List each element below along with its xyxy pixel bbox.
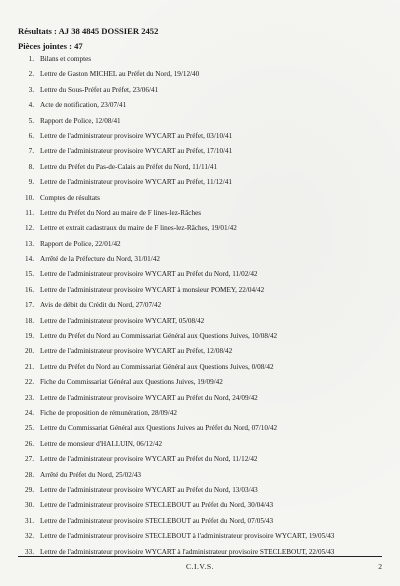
list-item <box>18 314 388 329</box>
list-item-number: 30. <box>25 501 34 510</box>
list-item <box>18 144 388 159</box>
list-item <box>18 175 388 190</box>
list-item-number: 28. <box>25 470 34 479</box>
list-item-text: Lettre de l'administrateur provisoire WYCART au Préfet, 17/10/41 <box>40 147 233 156</box>
list-item-text: Lettre de l'administrateur provisoire WYCART au Préfet du Nord, 11/02/42 <box>40 270 258 279</box>
list-item-number: 19. <box>25 332 34 341</box>
list-item-number: 22. <box>25 378 34 387</box>
list-item-text: Lettre de l'administrateur provisoire WYCART, 05/08/42 <box>40 316 205 325</box>
list-item-number: 3. <box>28 85 34 94</box>
list-item-text: Lettre de l'administrateur provisoire STECLEBOUT au Préfet du Nord, 07/05/43 <box>40 516 274 525</box>
list-item-number: 1. <box>28 55 34 63</box>
list-item-text: Lettre de monsieur d'HALLUIN, 06/12/42 <box>40 439 163 448</box>
list-item <box>18 360 388 375</box>
list-item <box>18 52 388 67</box>
list-item-number: 26. <box>25 439 34 448</box>
footer-label: C.I.V.S. <box>186 562 214 571</box>
list-item <box>18 129 388 144</box>
list-item-text: Lettre du Commissariat Général aux Questions Juives au Préfet du Nord, 07/10/42 <box>40 424 278 433</box>
list-item <box>18 114 388 129</box>
list-item-text: Lettre de l'administrateur provisoire STECLEBOUT à l'administrateur provisoire WYCART, 19/05/43 <box>40 532 335 541</box>
list-item <box>18 545 388 560</box>
list-item-number: 16. <box>25 285 34 294</box>
list-item <box>18 391 388 406</box>
list-item-number: 4. <box>28 101 34 110</box>
list-item-text: Lettre de Gaston MICHEL au Préfet du Nord, 19/12/40 <box>40 70 200 79</box>
list-item-number: 2. <box>28 70 34 79</box>
list-item <box>18 283 388 298</box>
list-item-text: Lettre de l'administrateur provisoire WYCART à l'administrateur provisoire STECLEBOUT, 22/05/43 <box>40 547 335 556</box>
list-item-number: 33. <box>25 547 34 556</box>
list-item-number: 12. <box>25 224 34 233</box>
list-item-number: 13. <box>25 239 34 248</box>
list-item-number: 32. <box>25 532 34 541</box>
list-item <box>18 298 388 313</box>
list-item-text: Lettre du Sous-Préfet au Préfet, 23/06/41 <box>40 85 159 94</box>
list-item-number: 29. <box>25 485 34 494</box>
list-item <box>18 406 388 421</box>
list-item-number: 20. <box>25 347 34 356</box>
list-item <box>18 267 388 282</box>
list-item <box>18 468 388 483</box>
list-item-number: 6. <box>28 131 34 140</box>
list-item-number: 24. <box>25 408 34 417</box>
list-item-text: Lettre de l'administrateur provisoire WYCART au Préfet du Nord, 11/12/42 <box>40 455 258 464</box>
list-item-text: Lettre de l'administrateur provisoire STECLEBOUT au Préfet du Nord, 30/04/43 <box>40 501 274 510</box>
list-item-text: Lettre du Préfet du Nord au Commissariat Général aux Questions Juives, 0/08/42 <box>40 362 274 371</box>
list-item-text: Lettre de l'administrateur provisoire WYCART au Préfet, 12/08/42 <box>40 347 233 356</box>
list-item-number: 21. <box>25 362 34 371</box>
list-item-text: Arrêté de la Préfecture du Nord, 31/01/42 <box>40 255 160 264</box>
list-item-text: Lettre de l'administrateur provisoire WYCART au Préfet du Nord, 13/03/43 <box>40 485 258 494</box>
list-item <box>18 237 388 252</box>
list-item <box>18 498 388 513</box>
list-item-text: Lettre du Préfet du Pas-de-Calais au Préfet du Nord, 11/11/41 <box>40 162 218 171</box>
list-item-number: 23. <box>25 393 34 402</box>
list-item-text: Lettre de l'administrateur provisoire WYCART au Préfet, 11/12/41 <box>40 178 232 187</box>
list-item <box>18 98 388 113</box>
list-item-text: Fiche de proposition de rémunération, 28/09/42 <box>40 408 177 417</box>
list-item-text: Rapport de Police, 12/08/41 <box>40 116 121 125</box>
list-item <box>18 83 388 98</box>
list-item-number: 15. <box>25 270 34 279</box>
list-item-number: 11. <box>25 208 34 217</box>
list-item-number: 9. <box>28 178 34 187</box>
list-item-text: Fiche du Commissariat Général aux Questions Juives, 19/09/42 <box>40 378 223 387</box>
list-item <box>18 67 388 82</box>
list-item-text: Lettre du Préfet du Nord au maire de F lines-lez-Râches <box>40 208 202 217</box>
list-item <box>18 483 388 498</box>
results-title: Résultats : AJ 38 4845 DOSSIER 2452 <box>18 26 159 36</box>
list-item-number: 10. <box>25 193 34 202</box>
list-item-number: 17. <box>25 301 34 310</box>
list-item <box>18 437 388 452</box>
list-item-text: Lettre du Préfet du Nord au Commissariat Général aux Questions Juives, 10/08/42 <box>40 332 278 341</box>
list-item-number: 25. <box>25 424 34 433</box>
footer-divider <box>18 556 382 557</box>
list-item <box>18 344 388 359</box>
list-item-number: 8. <box>28 162 34 171</box>
list-item-number: 18. <box>25 316 34 325</box>
list-item <box>18 206 388 221</box>
list-item-text: Lettre de l'administrateur provisoire WYCART au Préfet du Nord, 24/09/42 <box>40 393 258 402</box>
list-item-number: 7. <box>28 147 34 156</box>
list-item <box>18 421 388 436</box>
list-item <box>18 529 388 544</box>
list-item-text: Lettre de l'administrateur provisoire WYCART au Préfet, 03/10/41 <box>40 131 233 140</box>
list-item <box>18 329 388 344</box>
list-item-text: Rapport de Police, 22/01/42 <box>40 239 121 248</box>
list-item-text: Bilans et comptes <box>40 55 92 63</box>
list-item-number: 5. <box>28 116 34 125</box>
list-item-text: Arrêté du Préfet du Nord, 25/02/43 <box>40 470 142 479</box>
list-item-text: Acte de notification, 23/07/41 <box>40 101 127 110</box>
document-header <box>18 26 158 52</box>
list-item-text: Avis de débit du Crédit du Nord, 27/07/42 <box>40 301 162 310</box>
list-item <box>18 252 388 267</box>
page-number: 2 <box>378 562 382 571</box>
list-item <box>18 160 388 175</box>
list-item <box>18 375 388 390</box>
list-item-number: 14. <box>25 255 34 264</box>
list-item-text: Comptes de résultats <box>40 193 100 202</box>
list-item-text: Lettre et extrait cadastraux du maire de F lines-lez-Râches, 19/01/42 <box>40 224 237 233</box>
list-item <box>18 452 388 467</box>
list-item-text: Lettre de l'administrateur provisoire WYCART à monsieur POMEY, 22/04/42 <box>40 285 265 294</box>
list-item-number: 27. <box>25 455 34 464</box>
attachments-count: Pièces jointes : 47 <box>18 41 83 51</box>
list-item <box>18 191 388 206</box>
list-item <box>18 514 388 529</box>
list-item <box>18 221 388 236</box>
attachments-list <box>18 52 388 560</box>
list-item-number: 31. <box>25 516 34 525</box>
